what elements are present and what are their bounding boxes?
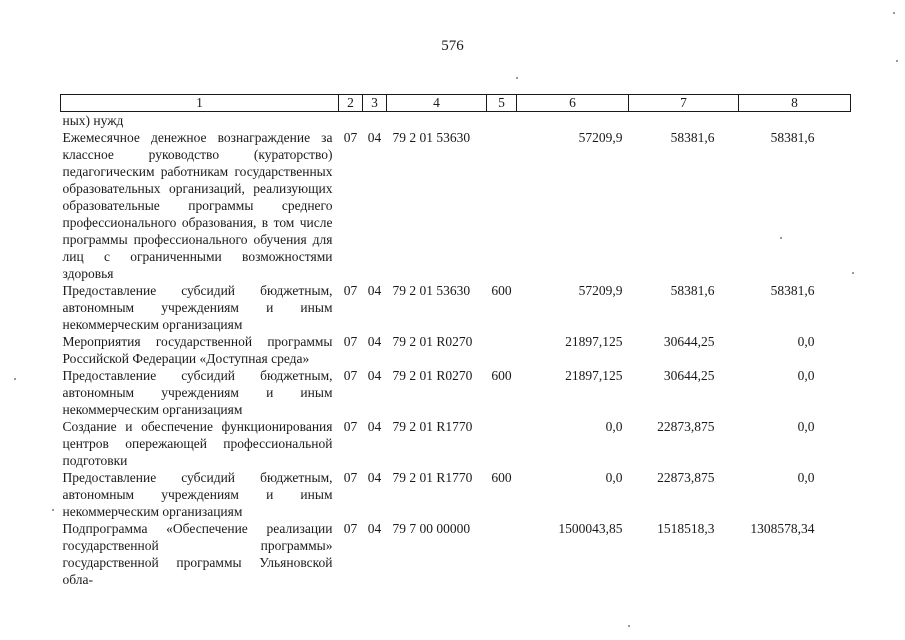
- row-expense-type: [487, 418, 517, 469]
- row-amount-col8: 0,0: [797, 470, 815, 485]
- row-expense-type: 600: [491, 283, 512, 298]
- row-section: 07: [343, 368, 358, 383]
- row-name: Мероприятия государственной программы Российской Федерации «Доступная среда»: [62, 334, 333, 366]
- scan-speck: [896, 60, 898, 62]
- continuation-text: ных) нужд: [62, 113, 124, 128]
- row-amount-col6: 1500043,85: [558, 521, 623, 536]
- row-target-code: 79 7 00 00000: [392, 521, 471, 536]
- scan-speck: [893, 12, 895, 14]
- row-section: 07: [343, 470, 358, 485]
- scan-speck: [852, 272, 854, 274]
- scan-speck: [628, 625, 630, 627]
- row-amount-col7: 22873,875: [657, 470, 715, 485]
- row-expense-type: [487, 129, 517, 282]
- row-amount-col8: 0,0: [797, 368, 815, 383]
- table-row: [61, 367, 851, 418]
- budget-table: [60, 94, 851, 588]
- row-amount-col8: 0,0: [797, 334, 815, 349]
- row-amount-col7: 1518518,3: [657, 521, 715, 536]
- row-subsection: 04: [367, 521, 382, 536]
- row-name: Ежемесячное денежное вознаграждение за классное руководство (кураторство) педагогическим работникам государственных образовательных организаций, реализующих образовательные программы среднего профессионального образования, в том числе программы профессионального обучения для лиц с ограниченными возможностями здоровья: [62, 130, 333, 281]
- header-col-5: 5: [487, 95, 517, 112]
- row-subsection: 04: [367, 419, 382, 434]
- scan-speck: [780, 237, 782, 239]
- row-amount-col8: 1308578,34: [750, 521, 815, 536]
- row-target-code: 79 2 01 53630: [392, 130, 471, 145]
- row-amount-col6: 21897,125: [565, 334, 623, 349]
- row-amount-col8: 58381,6: [770, 283, 815, 298]
- row-subsection: 04: [367, 334, 382, 349]
- table-row: [61, 520, 851, 588]
- scan-speck: [516, 77, 518, 79]
- continuation-row: [61, 112, 851, 130]
- table-row: [61, 129, 851, 282]
- header-col-2: 2: [339, 95, 363, 112]
- row-subsection: 04: [367, 368, 382, 383]
- row-amount-col6: 57209,9: [578, 130, 623, 145]
- row-expense-type: [487, 333, 517, 367]
- table-row: [61, 282, 851, 333]
- row-name: Подпрограмма «Обеспечение реализации государственной программы» государственной программы Ульяновской обла-: [62, 521, 333, 587]
- row-subsection: 04: [367, 470, 382, 485]
- row-amount-col7: 22873,875: [657, 419, 715, 434]
- row-amount-col8: 0,0: [797, 419, 815, 434]
- page-number: 576: [441, 38, 464, 54]
- row-amount-col7: 30644,25: [663, 368, 715, 383]
- row-amount-col8: 58381,6: [770, 130, 815, 145]
- row-target-code: 79 2 01 R0270: [392, 334, 473, 349]
- row-subsection: 04: [367, 283, 382, 298]
- row-section: 07: [343, 130, 358, 145]
- row-expense-type: [487, 520, 517, 588]
- row-amount-col7: 58381,6: [670, 283, 715, 298]
- header-col-6: 6: [517, 95, 629, 112]
- row-expense-type: 600: [491, 470, 512, 485]
- row-section: 07: [343, 283, 358, 298]
- table-row: [61, 418, 851, 469]
- row-target-code: 79 2 01 R1770: [392, 470, 473, 485]
- table-row: [61, 469, 851, 520]
- header-col-8: 8: [739, 95, 851, 112]
- row-amount-col6: 57209,9: [578, 283, 623, 298]
- row-name: Предоставление субсидий бюджетным, автономным учреждениям и иным некоммерческим организациям: [62, 368, 333, 417]
- scan-speck: [52, 509, 54, 511]
- header-row: [61, 95, 851, 112]
- row-name: Предоставление субсидий бюджетным, автономным учреждениям и иным некоммерческим организациям: [62, 470, 333, 519]
- header-col-7: 7: [629, 95, 739, 112]
- row-target-code: 79 2 01 R1770: [392, 419, 473, 434]
- row-amount-col6: 0,0: [605, 470, 623, 485]
- row-amount-col6: 0,0: [605, 419, 623, 434]
- row-subsection: 04: [367, 130, 382, 145]
- header-col-4: 4: [387, 95, 487, 112]
- row-target-code: 79 2 01 R0270: [392, 368, 473, 383]
- row-target-code: 79 2 01 53630: [392, 283, 471, 298]
- row-section: 07: [343, 521, 358, 536]
- row-amount-col7: 30644,25: [663, 334, 715, 349]
- table-row: [61, 333, 851, 367]
- row-name: Создание и обеспечение функционирования центров опережающей профессиональной подготовки: [62, 419, 333, 468]
- row-expense-type: 600: [491, 368, 512, 383]
- header-col-1: 1: [61, 95, 339, 112]
- row-section: 07: [343, 334, 358, 349]
- header-col-3: 3: [363, 95, 387, 112]
- scan-speck: [14, 378, 16, 380]
- row-amount-col7: 58381,6: [670, 130, 715, 145]
- row-name: Предоставление субсидий бюджетным, автономным учреждениям и иным некоммерческим организациям: [62, 283, 333, 332]
- row-amount-col6: 21897,125: [565, 368, 623, 383]
- row-section: 07: [343, 419, 358, 434]
